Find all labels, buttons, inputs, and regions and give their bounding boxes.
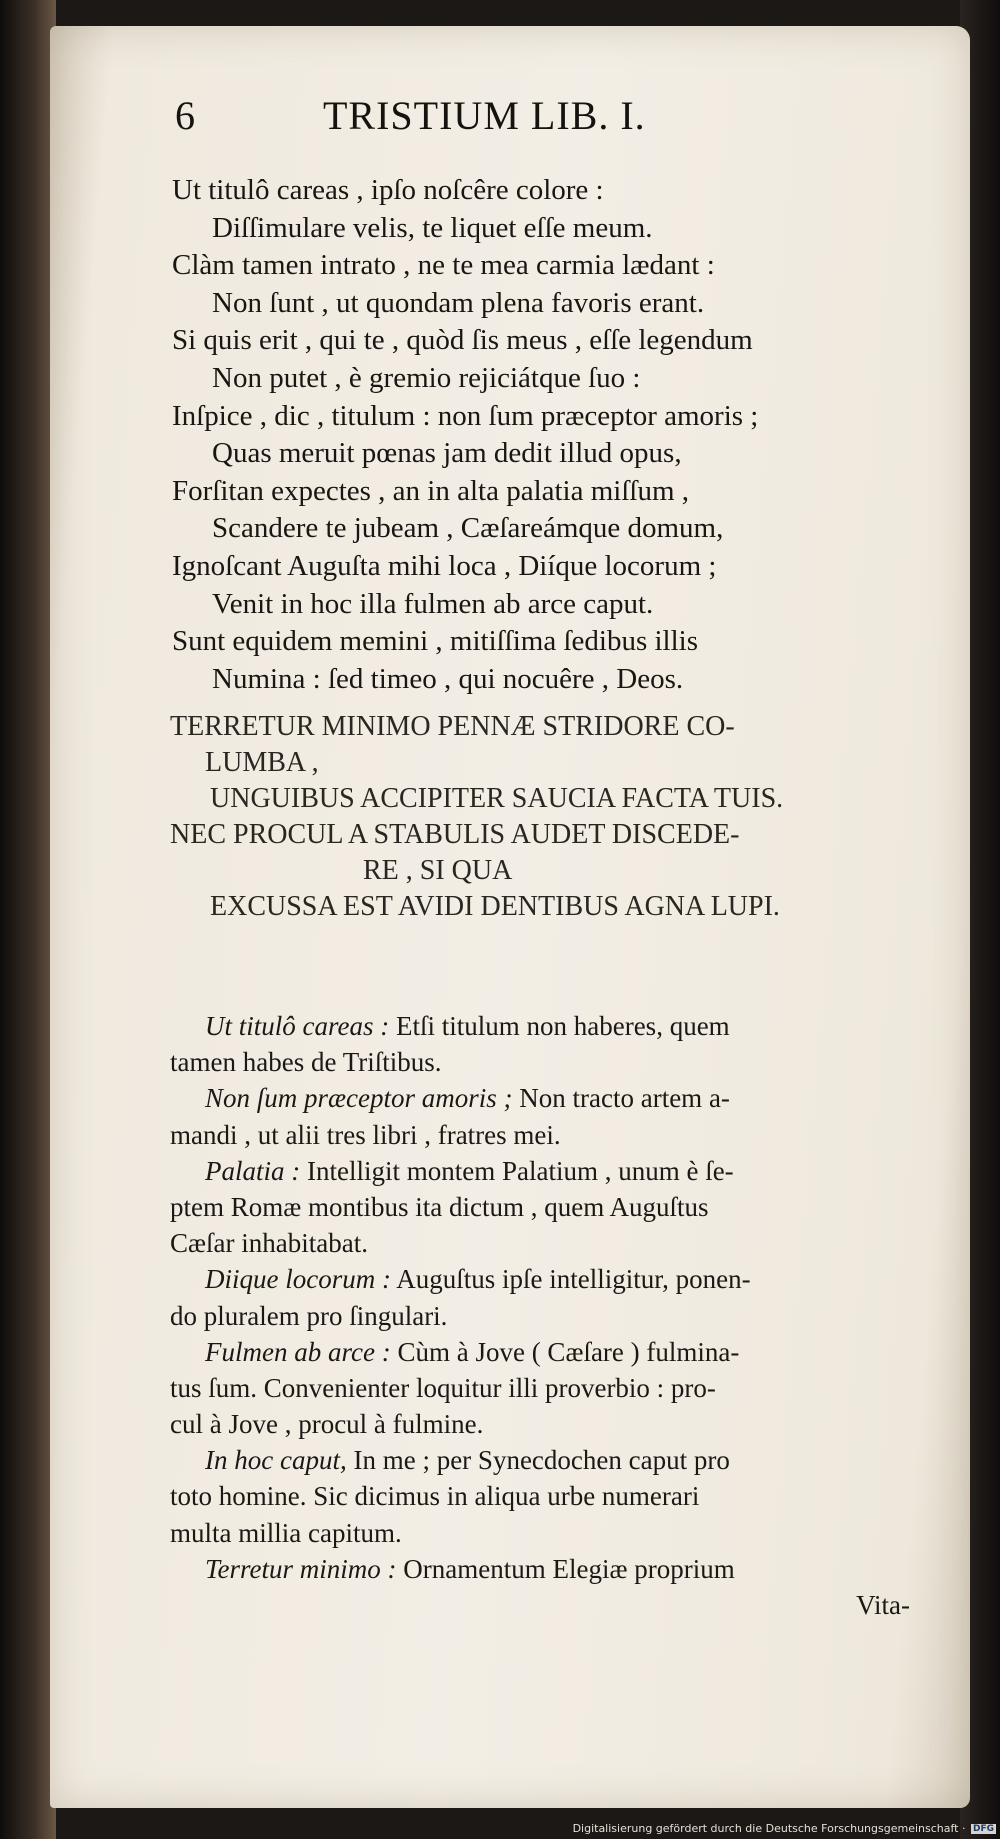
note-line (170, 1334, 910, 1370)
note-line (170, 1478, 910, 1514)
note-text: Intelligit montem Palatium , unum è ſe- (300, 1155, 734, 1186)
note-text: Cæſar inhabitabat. (170, 1228, 368, 1259)
note-text: Auguſtus ipſe intelligitur, ponen- (390, 1264, 751, 1295)
verse-line: Venit in hoc illa fulmen ab arce caput. (212, 587, 654, 620)
note-line (170, 1189, 910, 1225)
note-text: mandi , ut alii tres libri , fratres mei. (170, 1119, 561, 1150)
capitals-line: UNGUIBUS ACCIPITER SAUCIA FACTA TUIS. (210, 783, 784, 814)
verse-line: Ut titulô careas , ipſo noſcêre colore : (172, 174, 604, 206)
verse-line: Clàm tamen intrato , ne te mea carmia lædant : (172, 249, 715, 282)
note-line (170, 1117, 910, 1153)
note-text: do pluralem pro ſingulari. (170, 1300, 448, 1331)
note-text: Non tracto artem a- (512, 1083, 730, 1114)
note-text: toto homine. Sic dicimus in aliqua urbe numerari (170, 1481, 700, 1512)
verse-line: Quas meruit pœnas jam dedit illud opus, (212, 437, 682, 470)
note-text: In me ; per Synecdochen caput pro (346, 1445, 730, 1476)
note-text: cul à Jove , procul à fulmine. (170, 1409, 484, 1440)
note-lemma: Non ſum præceptor amoris ; (205, 1083, 513, 1114)
note-line (170, 1044, 910, 1080)
note-line (170, 1406, 910, 1442)
verse-line: Non ſunt , ut quondam plena favoris erant. (212, 286, 705, 319)
note-lemma: Fulmen ab arce : (205, 1336, 391, 1367)
verse-line: Scandere te jubeam , Cæſareámque domum, (212, 512, 724, 545)
note-lemma: Ut titulô careas : (205, 1011, 390, 1041)
page-header (175, 92, 905, 142)
capitals-line: RE , SI QUA (363, 855, 513, 886)
verse-line: Inſpice , dic , titulum : non ſum præceptor amoris ; (172, 399, 759, 432)
capitals-line: NEC PROCUL A STABULIS AUDET DISCEDE- (170, 819, 740, 850)
page-number: 6 (175, 93, 195, 138)
verse-line: Numina : ſed timeo , qui nocuêre , Deos. (212, 662, 684, 695)
dfg-logo: DFG (972, 1824, 994, 1834)
capitals-line: EXCUSSA EST AVIDI DENTIBUS AGNA LUPI. (210, 891, 780, 922)
note-text: ptem Romæ montibus ita dictum , quem Auguſtus (170, 1191, 709, 1222)
note-line (170, 1298, 910, 1334)
verse-block (172, 172, 932, 698)
capitals-line: TERRETUR MINIMO PENNÆ STRIDORE CO- (170, 711, 735, 742)
catchword: Vita- (856, 1590, 910, 1620)
verse-line: Si quis erit , qui te , quòd ſis meus , eſſe legendum (172, 324, 753, 357)
note-lemma: Palatia : (205, 1155, 301, 1186)
verse-line: Ignoſcant Auguſta mihi loca , Diíque locorum ; (172, 549, 717, 582)
note-text: multa millia capitum. (170, 1517, 402, 1548)
note-text: Cùm à Jove ( Cæſare ) fulmina- (390, 1336, 740, 1367)
scan-binding-edge (0, 0, 56, 1839)
note-line (170, 1551, 910, 1587)
credit-text: Digitalisierung gefördert durch die Deutsche Forschungsgemeinschaft · (572, 1822, 966, 1835)
verse-line: Diſſimulare velis, te liquet eſſe meum. (212, 211, 653, 244)
note-line (170, 1225, 910, 1261)
verse-line: Forſitan expectes , an in alta palatia miſſum , (172, 474, 690, 507)
verse-line: Non putet , è gremio rejiciátque ſuo : (212, 361, 641, 394)
commentary-notes (170, 1008, 910, 1623)
note-lemma: In hoc caput, (205, 1445, 347, 1476)
capitals-block (170, 709, 930, 925)
note-text: tus ſum. Convenienter loquitur illi proverbio : pro- (170, 1372, 716, 1403)
note-line (170, 1442, 910, 1478)
note-lemma: Terretur minimo : (205, 1553, 397, 1584)
digitization-credit (573, 1822, 996, 1835)
note-text: Etſi titulum non haberes, quem (389, 1011, 730, 1041)
note-line (170, 1008, 910, 1044)
note-text: tamen habes de Triſtibus. (170, 1047, 442, 1078)
note-line (170, 1153, 910, 1189)
running-head: TRISTIUM LIB. I. (323, 93, 646, 138)
capitals-line: LUMBA , (205, 747, 319, 778)
note-line (170, 1080, 910, 1116)
note-line (170, 1515, 910, 1551)
note-text: Ornamentum Elegiæ proprium (396, 1553, 735, 1584)
note-lemma: Diique locorum : (205, 1264, 391, 1295)
note-line (170, 1370, 910, 1406)
note-line (170, 1261, 910, 1297)
verse-line: Sunt equidem memini , mitiſſima ſedibus illis (172, 625, 699, 658)
